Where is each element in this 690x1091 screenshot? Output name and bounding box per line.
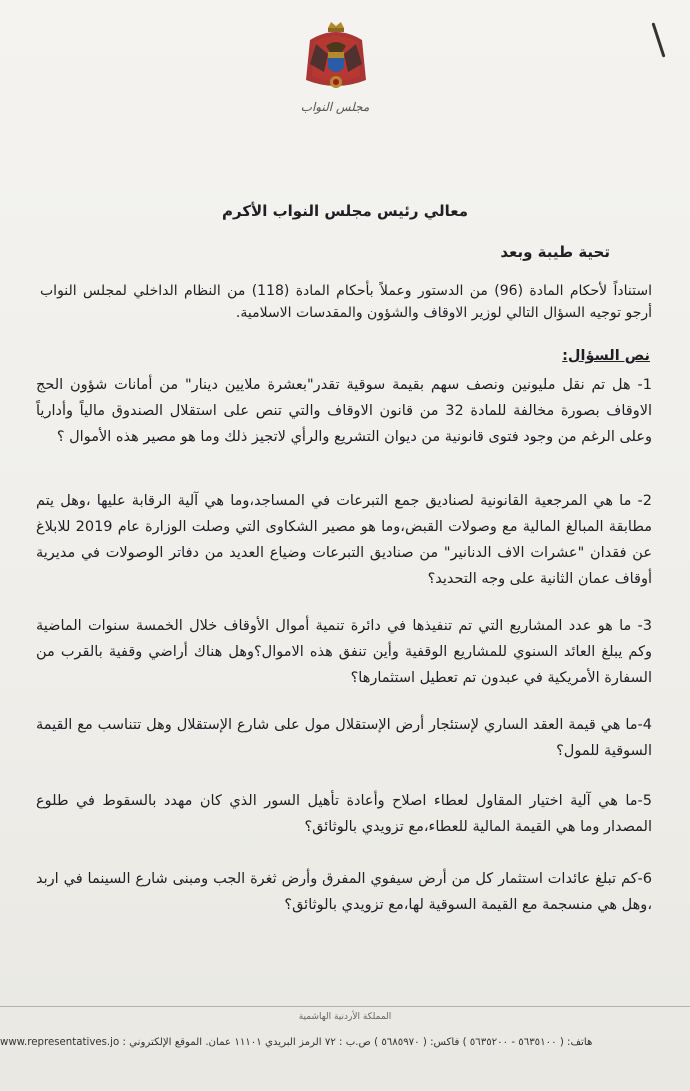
intro-paragraph: استناداً لأحكام المادة (96) من الدستور وعملاً بأحكام المادة (118) من النظام الداخلي لمجلس النواب أرجو توجيه السؤال التالي لوزير الاوقاف والشؤون والمقدسات الاسلامية. (40, 283, 652, 321)
salutation: معالي رئيس مجلس النواب الأكرم (222, 202, 468, 220)
question-4: 4-ما هي قيمة العقد الساري لإستئجار أرض الإستقلال مول على شارع الإستقلال وهل تتناسب مع القيمة السوقية للمول؟ (36, 717, 652, 759)
footer-divider (0, 1006, 690, 1007)
greeting: تحية طيبة وبعد (500, 243, 610, 261)
footer-caption: المملكة الأردنية الهاشمية (298, 1012, 392, 1022)
question-2: 2- ما هي المرجعية القانونية لصناديق جمع التبرعات في المساجد،وما هي آلية الرقابة عليها ،وهل يتم مطابقة المبالغ المالية مع وصولات القبض،وما هو مصير الشكاوى التي وصلت الوزارة عام 2019 للابلاغ عن فقدان "عشرات الاف الدنانير" من صناديق التبرعات وضياع العديد من دفاتر الوصولات في مديرية أوقاف عمان الثانية على وجه التحديد؟ (36, 493, 652, 587)
footer-contact (0, 1037, 684, 1048)
contact-details: هاتف: ( ٥٦٣٥١٠٠ - ٥٦٣٥٢٠٠ ) فاكس: ( ٥٦٨٥٩٧٠ ) ص.ب : ٧٢ الرمز البريدي ١١١٠١ عمان. الموقع الإلكتروني : (122, 1037, 593, 1048)
handwritten-page-mark (652, 22, 666, 57)
website-link[interactable]: www.representatives.jo (0, 1037, 120, 1048)
emblem-caption: مجلس النواب (300, 100, 370, 114)
coat-of-arms-icon (300, 20, 372, 94)
question-3: 3- ما هو عدد المشاريع التي تم تنفيذها في دائرة تنمية أموال الأوقاف خلال الخمسة سنوات الماضية وكم يبلغ العائد السنوي للمشاريع الوقفية وأين تنفق هذه الاموال؟وهل هناك أراضي وقفية بالقرب من السفارة الأمريكية في عبدون تم تعطيل استثمارها؟ (36, 618, 652, 686)
question-6: 6-كم تبلغ عائدات استثمار كل من أرض سيفوي المفرق وأرض ثغرة الجب ومبنى شارع السينما في اربد ،وهل هي منسجمة مع القيمة السوقية لها،مع تزويدي بالوثائق؟ (36, 871, 652, 913)
questions-heading: نص السؤال: (562, 348, 650, 364)
question-1: 1- هل تم نقل مليونين ونصف سهم بقيمة سوقية تقدر"بعشرة ملايين دينار" من أمانات شؤون الحج الاوقاف بصورة مخالفة للمادة 32 من قانون الاوقاف والتي تنص على استقلال الصندوق مالياً وأدارياً وعلى الرغم من وجود فتوى قانونية من ديوان التشريع والرأي لاتجيز ذلك وما هو مصير هذه الأموال ؟ (36, 377, 652, 445)
question-5: 5-ما هي آلية اختيار المقاول لعطاء اصلاح وأعادة تأهيل السور الذي كان مهدد بالسقوط في طلوع المصدار وما هي القيمة المالية للعطاء،مع تزويدي بالوثائق؟ (36, 793, 652, 835)
